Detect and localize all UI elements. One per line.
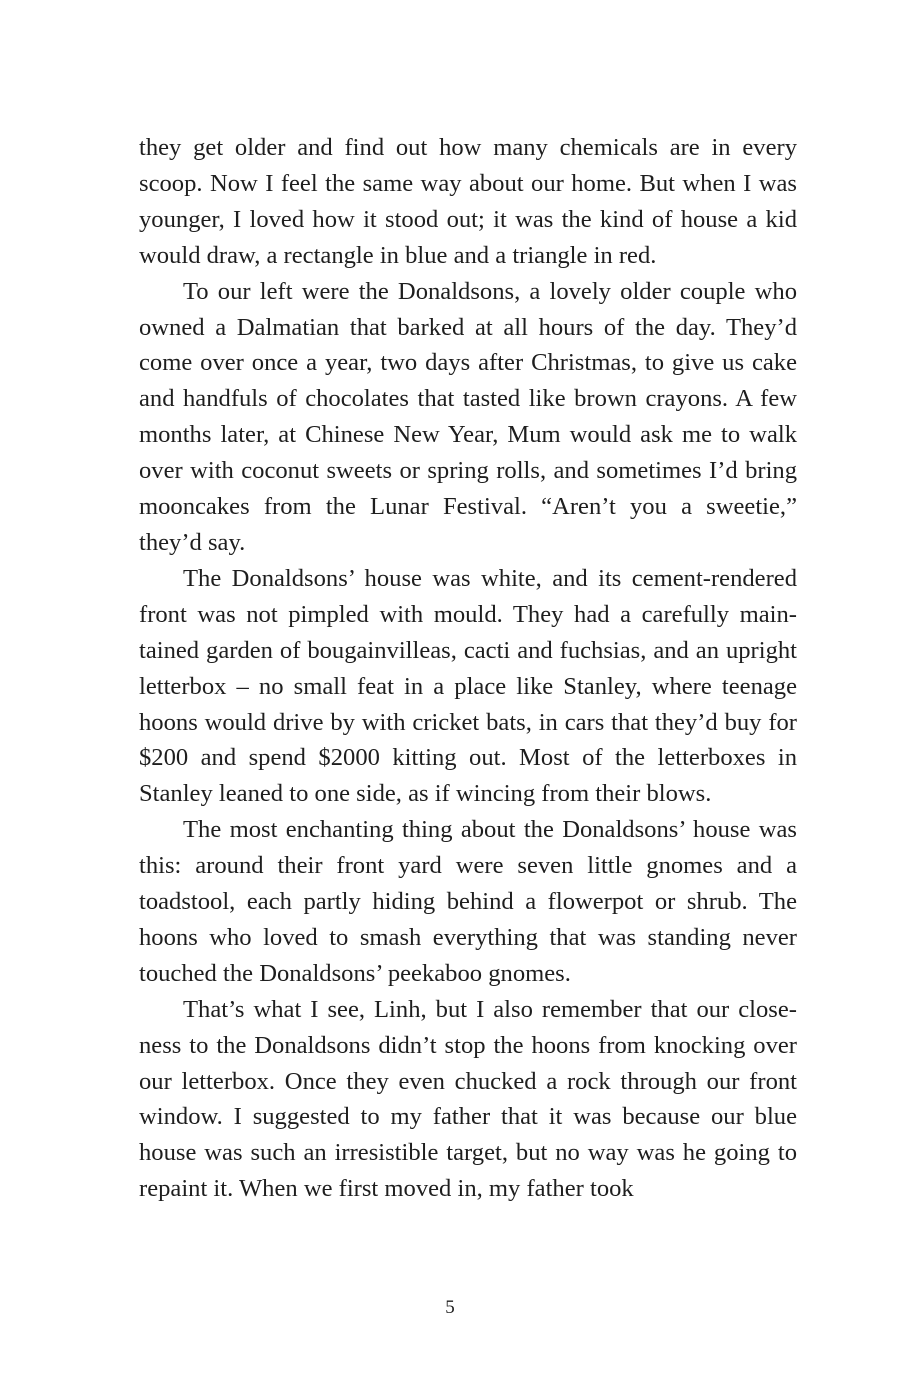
body-text [139,130,797,1207]
paragraph-donaldsons-neighbours: To our left were the Donaldsons, a lovely older couple who owned a Dalmatian that barked at all hours of the day. They’d come over once a year, two days after Christmas, to give us cake and handfuls of chocolates that tasted like brown crayons. A few months later, at Chinese New Year, Mum would ask me to walk over with coconut sweets or spring rolls, and sometimes I’d bring mooncakes from the Lunar Festival. “Aren’t you a sweetie,” they’d say. [139,277,797,556]
paragraph-letterbox: That’s what I see, Linh, but I also remember that our closeness to the Donaldsons didn’t stop the hoons from knocking over our letterbox. Once they even chucked a rock through our front window. I suggested to my father that it was because our blue house was such an irresistible target, but no way was he going to repaint it. When we first moved in, my father took [139,995,797,1203]
paragraph-continued: they get older and find out how many chemicals are in every scoop. Now I feel the same way about our home. But when I was younger, I loved how it stood out; it was the kind of house a kid would draw, a rectangle in blue and a triangle in red. [139,134,797,269]
paragraph-gnomes: The most enchanting thing about the Donaldsons’ house was this: around their front yard were seven little gnomes and a toadstool, each partly hiding behind a flowerpot or shrub. The hoons who loved to smash everything that was standing never touched the Donaldsons’ peekaboo gnomes. [139,816,797,987]
page-number: 5 [445,1297,455,1318]
paragraph-donaldsons-house: The Donaldsons’ house was white, and its cement-rendered front was not pimpled with mould. They had a carefully maintained garden of bougainvilleas, cacti and fuchsias, and an upright letterbox – no small feat in a place like Stanley, where teenage hoons would drive by with cricket bats, in cars that they’d buy for $200 and spend $2000 kitting out. Most of the letterboxes in Stanley leaned to one side, as if wincing from their blows. [139,564,797,808]
